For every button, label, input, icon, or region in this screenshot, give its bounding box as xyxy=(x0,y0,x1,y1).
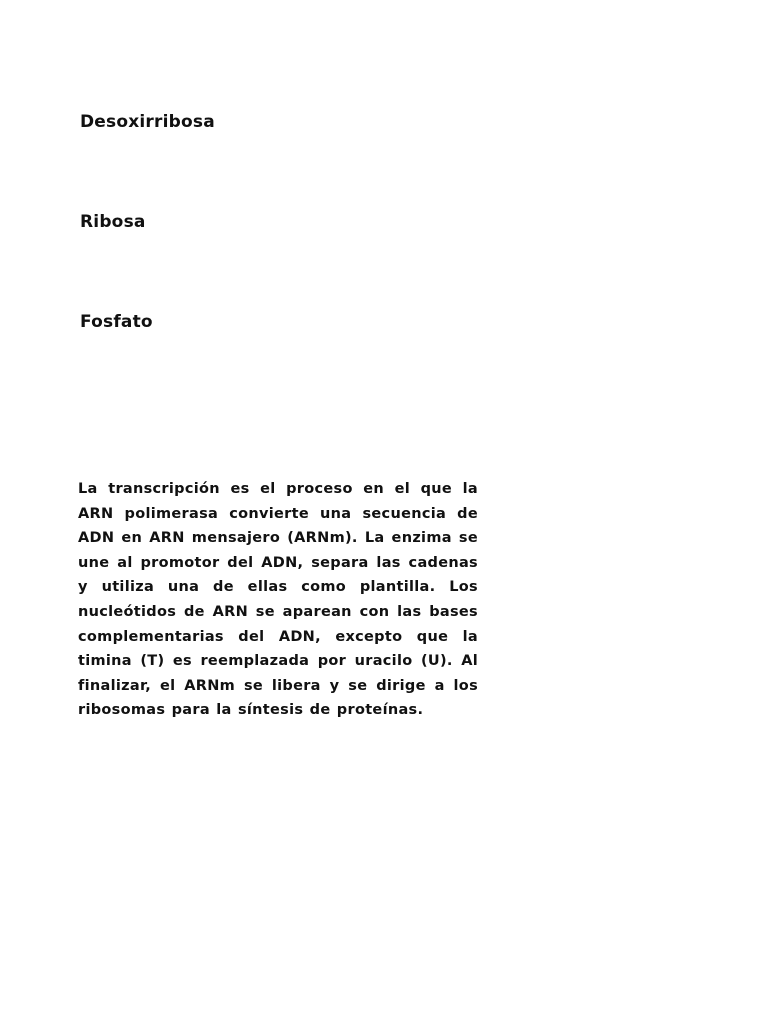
transcription-paragraph: La transcripción es el proceso en el que la ARN polimerasa convierte una secuencia de ADN en ARN mensajero (ARNm). La enzima se une al promotor del ADN, separa las cadenas y utiliza una de ellas como plantilla. Los nucleótidos de ARN se aparean con las bases complementarias del ADN, excepto que la timina (T) es reemplazada por uracilo (U). Al finalizar, el ARNm se libera y se dirige a los ribosomas para la síntesis de proteínas. xyxy=(78,481,478,719)
term-fosfato: Fosfato xyxy=(80,312,153,332)
term-ribosa: Ribosa xyxy=(80,212,146,232)
term-desoxirribosa: Desoxirribosa xyxy=(80,112,215,132)
